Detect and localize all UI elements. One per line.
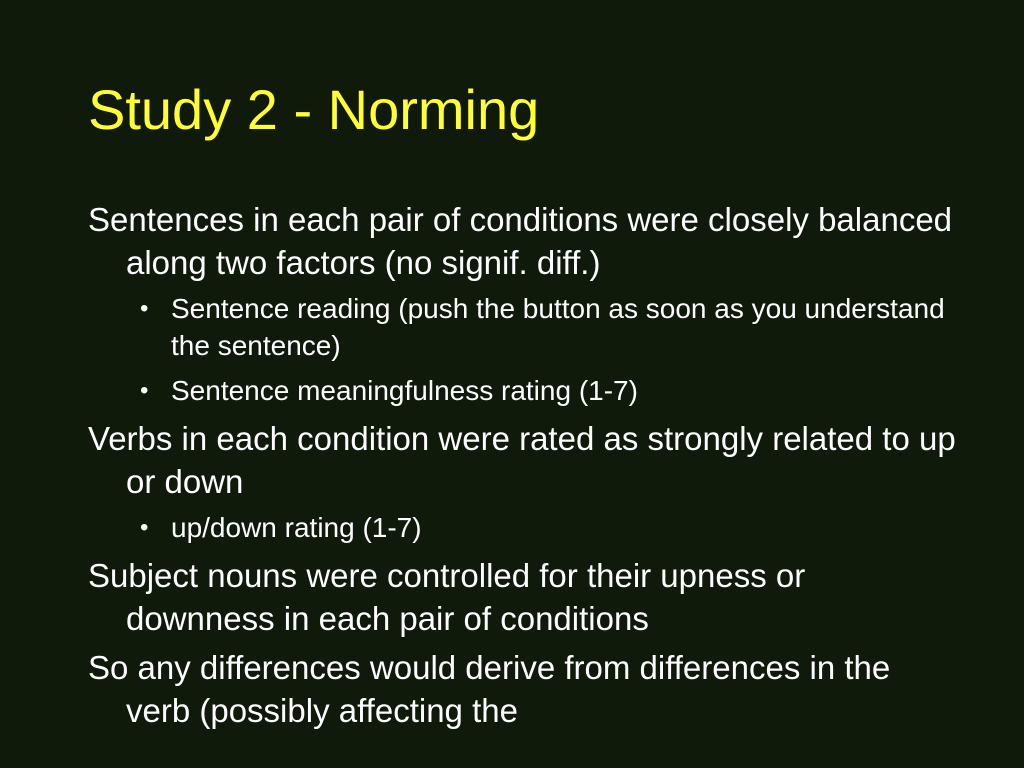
sub-bullet-list [88, 290, 958, 409]
sub-bullet-point [88, 290, 958, 364]
sub-bullet-text: Sentence meaningfulness rating (1-7) [171, 375, 638, 406]
bullet-marker: • [140, 514, 149, 541]
sub-bullet-text: up/down rating (1-7) [171, 512, 422, 543]
bullet-marker: • [140, 295, 149, 322]
bullet-point: So any differences would derive from differences in the verb (possibly affecting the [88, 649, 891, 729]
bullet-marker: • [140, 377, 149, 404]
bullet-point: Verbs in each condition were rated as strongly related to up or down [88, 420, 956, 500]
sub-bullet-text: Sentence reading (push the button as soon as you understand the sentence) [171, 293, 945, 361]
slide-body [88, 198, 958, 738]
sub-bullet-list [88, 509, 958, 546]
slide-title: Study 2 - Norming [88, 78, 540, 141]
sub-bullet-point [88, 509, 958, 546]
bullet-point: Subject nouns were controlled for their upness or downness in each pair of conditions [88, 557, 806, 637]
sub-bullet-point [88, 372, 958, 409]
bullet-point: Sentences in each pair of conditions were closely balanced along two factors (no signif. diff.) [88, 201, 953, 281]
